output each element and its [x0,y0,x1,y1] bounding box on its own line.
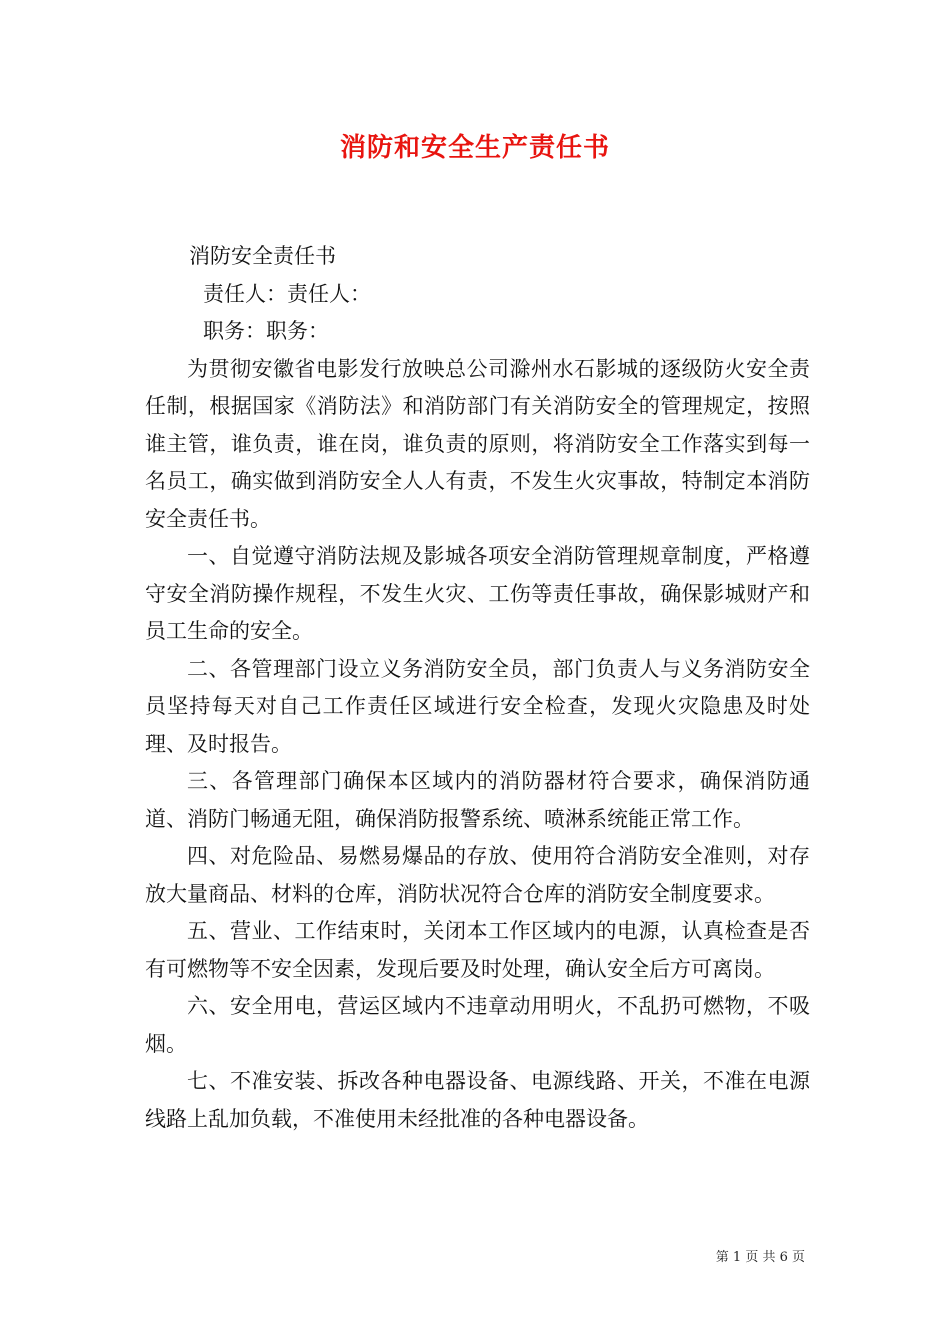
document-body [145,238,810,1138]
paragraph-item-5: 五、营业、工作结束时，关闭本工作区域内的电源，认真检查是否有可燃物等不安全因素，发现后要及时处理，确认安全后方可离岗。 [145,919,810,981]
document-title: 消防和安全生产责任书 [339,133,610,163]
paragraph-item-2: 二、各管理部门设立义务消防安全员，部门负责人与义务消防安全员坚持每天对自己工作责任区域进行安全检查，发现火灾隐患及时处理、及时报告。 [145,656,810,756]
heading-line: 消防安全责任书 [189,244,336,268]
paragraph-item-4: 四、对危险品、易燃易爆品的存放、使用符合消防安全准则，对存放大量商品、材料的仓库，消防状况符合仓库的消防安全制度要求。 [145,844,810,906]
page-number: 第 1 页 共 6 页 [715,1250,805,1265]
paragraph-item-6: 六、安全用电，营运区域内不违章动用明火，不乱扔可燃物，不吸烟。 [145,994,810,1056]
position-line: 职务：职务： [203,319,329,343]
paragraph-item-3: 三、各管理部门确保本区域内的消防器材符合要求，确保消防通道、消防门畅通无阻，确保消防报警系统、喷淋系统能正常工作。 [145,769,810,831]
paragraph-intro: 为贯彻安徽省电影发行放映总公司滁州水石影城的逐级防火安全责任制，根据国家《消防法》和消防部门有关消防安全的管理规定，按照谁主管，谁负责，谁在岗，谁负责的原则，将消防安全工作落实到每一名员工，确实做到消防安全人人有责，不发生火灾事故，特制定本消防安全责任书。 [145,356,810,531]
paragraph-item-1: 一、自觉遵守消防法规及影城各项安全消防管理规章制度，严格遵守安全消防操作规程，不发生火灾、工伤等责任事故，确保影城财产和员工生命的安全。 [145,544,810,643]
responsible-person-line: 责任人：责任人： [203,281,371,306]
paragraph-item-7: 七、不准安装、拆改各种电器设备、电源线路、开关，不准在电源线路上乱加负载，不准使用未经批准的各种电器设备。 [145,1069,810,1131]
